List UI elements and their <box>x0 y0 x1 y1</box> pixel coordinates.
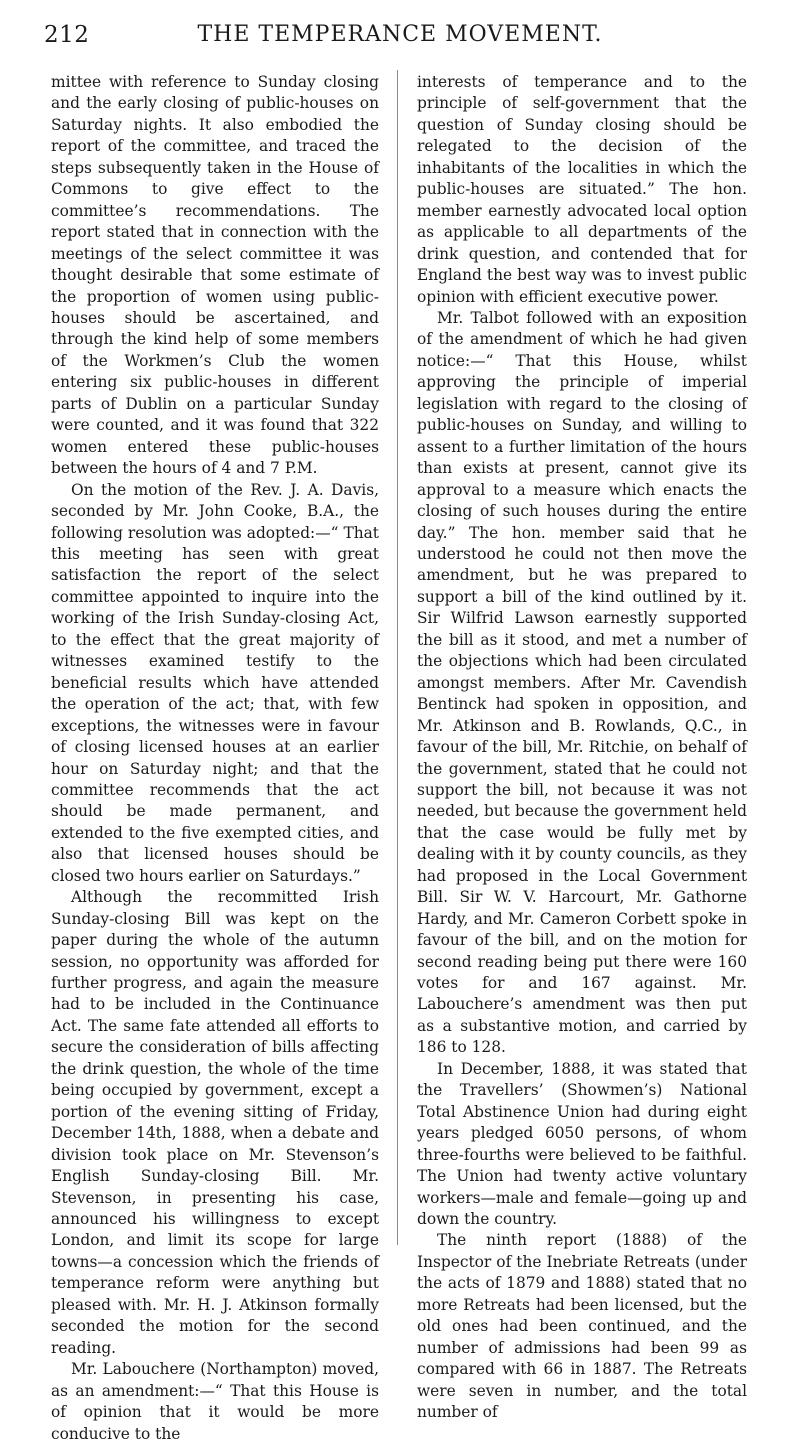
paragraph: In December, 1888, it was stated that the Travellers’ (Showmen’s) National Total Abstinence Union had during eight years pledged 6050 persons, of whom three-fourths were believed to be faithful. The Union had twenty active voluntary workers—male and female—going up and down the country. <box>417 1059 747 1229</box>
page-number: 212 <box>44 22 90 48</box>
paragraph: Although the recommitted Irish Sunday-closing Bill was kept on the paper during the whole of the autumn session, no opportunity was afforded for further progress, and again the measure had to be included in the Continuance Act. The same fate attended all efforts to secure the consideration of bills affecting the drink question, the whole of the time being occupied by government, except a portion of the evening sitting of Friday, December 14th, 1888, when a debate and division took place on Mr. Stevenson’s English Sunday-closing Bill. Mr. Stevenson, in presenting his case, announced his willingness to except London, and limit its scope for large towns—a concession which the friends of temperance reform were anything but pleased with. Mr. H. J. Atkinson formally seconded the motion for the second reading. <box>51 888 379 1357</box>
paragraph: mittee with reference to Sunday closing and the early closing of public-houses on Saturday nights. It also embodied the report of the committee, and traced the steps subsequently taken in the House of Commons to give effect to the committee’s recommendations. The report stated that in connection with the meetings of the select committee it was thought desirable that some estimate of the proportion of women using public-houses should be ascertained, and through the kind help of some members of the Workmen’s Club the women entering six public-houses in different parts of Dublin on a particular Sunday were counted, and it was found that 322 women entered these public-houses between the hours of 4 and 7 P.M. <box>51 73 379 478</box>
page-header <box>0 22 800 62</box>
running-title: THE TEMPERANCE MOVEMENT. <box>197 22 603 47</box>
right-column <box>417 72 747 1424</box>
paragraph: Mr. Labouchere (Northampton) moved, as an amendment:—“ That this House is of opinion that it would be more conducive to the <box>51 1360 379 1443</box>
paragraph: interests of temperance and to the principle of self-government that the question of Sunday closing should be relegated to the decision of the inhabitants of the localities in which the public-houses are situated.” The hon. member earnestly advocated local option as applicable to all departments of the drink question, and contended that for England the best way was to invest public opinion with efficient executive power. <box>417 73 747 306</box>
left-column <box>51 72 379 1445</box>
paragraph: Mr. Talbot followed with an exposition of the amendment of which he had given notice:—“ That this House, whilst approving the principle of imperial legislation with regard to the closing of public-houses on Sunday, and willing to assent to a further limitation of the hours than exists at present, cannot give its approval to a measure which enacts the closing of such houses during the entire day.” The hon. member said that he understood he could not then move the amendment, but he was prepared to support a bill of the kind outlined by it. Sir Wilfrid Lawson earnestly supported the bill as it stood, and met a number of the objections which had been circulated amongst members. After Mr. Cavendish Bentinck had spoken in opposition, and Mr. Atkinson and B. Rowlands, Q.C., in favour of the bill, Mr. Ritchie, on behalf of the government, stated that he could not support the bill, not because it was not needed, but because the government held that the case would be fully met by dealing with it by county councils, as they had proposed in the Local Government Bill. Sir W. V. Harcourt, Mr. Gathorne Hardy, and Mr. Cameron Corbett spoke in favour of the bill, and on the motion for second reading being put there were 160 votes for and 167 against. Mr. Labouchere’s amendment was then put as a substantive motion, and carried by 186 to 128. <box>417 308 747 1057</box>
paragraph: The ninth report (1888) of the Inspector of the Inebriate Retreats (under the acts of 1879 and 1888) stated that no more Retreats had been licensed, but the old ones had been continued, and the number of admissions had been 99 as compared with 66 in 1887. The Retreats were seven in number, and the total number of <box>417 1231 747 1422</box>
paragraph: On the motion of the Rev. J. A. Davis, seconded by Mr. John Cooke, B.A., the following resolution was adopted:—“ That this meeting has seen with great satisfaction the report of the select committee appointed to inquire into the working of the Irish Sunday-closing Act, to the effect that the great majority of witnesses examined testify to the beneficial results which have attended the operation of the act; that, with few exceptions, the witnesses were in favour of closing licensed houses at an earlier hour on Saturday night; and that the committee recommends that the act should be made permanent, and extended to the five exempted cities, and also that licensed houses should be closed two hours earlier on Saturdays.” <box>51 480 379 885</box>
column-divider <box>397 70 398 1245</box>
